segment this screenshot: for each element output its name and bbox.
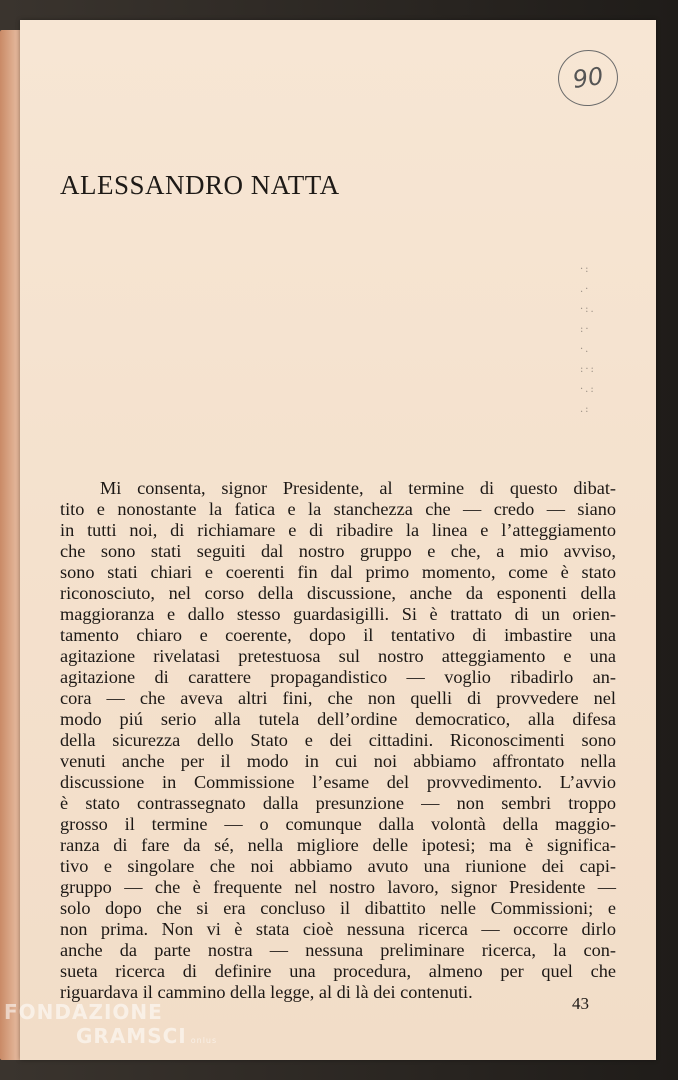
text-line: discussione in Commissione l’esame del provvedimento. L’avvio — [60, 772, 616, 792]
watermark-small: onlus — [190, 1036, 218, 1045]
text-line: tivo e singolare che noi abbiamo avuto una riunione dei capi- — [60, 856, 616, 876]
text-line: gruppo — che è frequente nel nostro lavoro, signor Presidente — — [60, 877, 616, 897]
text-line: è stato contrassegnato dalla presunzione — non sembri troppo — [60, 793, 616, 813]
text-line: tamento chiaro e coerente, dopo il tentativo di imbastire una — [60, 625, 616, 645]
text-line: cora — che aveva altri fini, che non quelli di provvedere nel — [60, 688, 616, 708]
text-line: agitazione rivelatasi pretestuosa sul nostro atteggiamento e una — [60, 646, 616, 666]
page-number: 43 — [572, 994, 589, 1013]
watermark-line1: FONDAZIONE — [4, 1000, 163, 1024]
speech-text — [60, 478, 616, 1003]
book-page — [20, 20, 656, 1060]
text-line: maggioranza e dallo stesso guardasigilli. Si è trattato di un orien- — [60, 604, 616, 624]
text-line: in tutti noi, di richiamare e di ribadire la linea e l’atteggiamento — [60, 520, 616, 540]
text-line: ranza di fare da sé, nella migliore delle ipotesi; ma è significa- — [60, 835, 616, 855]
text-line: modo piú serio alla tutela dell’ordine democratico, alla difesa — [60, 709, 616, 729]
watermark-line2: GRAMSCI — [76, 1024, 187, 1048]
watermark-logo — [4, 1000, 217, 1053]
text-line: della sicurezza dello Stato e dei cittadini. Riconoscimenti sono — [60, 730, 616, 750]
text-line: grosso il termine — o comunque dalla volontà della maggio- — [60, 814, 616, 834]
text-line: che sono stati seguiti dal nostro gruppo e che, a mio avviso, — [60, 541, 616, 561]
text-line: sueta ricerca di definire una procedura, almeno per quel che — [60, 961, 616, 981]
text-line: non prima. Non vi è stata cioè nessuna ricerca — occorre dirlo — [60, 919, 616, 939]
text-line: solo dopo che si era concluso il dibattito nelle Commissioni; e — [60, 898, 616, 918]
margin-specks: ·: .· ·:. :· ·. :·: ·.: .: — [580, 264, 596, 415]
text-line: riconosciuto, nel corso della discussione, anche da esponenti della — [60, 583, 616, 603]
text-line: anche da parte nostra — nessuna preliminare ricerca, la con- — [60, 940, 616, 960]
text-line: venuti anche per il modo in cui noi abbiamo affrontato nella — [60, 751, 616, 771]
archive-mark: 90 — [554, 46, 621, 110]
text-line: Mi consenta, signor Presidente, al termine di questo dibat- — [100, 478, 616, 498]
author-heading: ALESSANDRO NATTA — [60, 170, 340, 200]
text-line: riguardava il cammino della legge, al di là dei contenuti. — [60, 982, 473, 1002]
text-line: agitazione di carattere propagandistico — voglio ribadirlo an- — [60, 667, 616, 687]
text-line: sono stati chiari e coerenti fin dal primo momento, come è stato — [60, 562, 616, 582]
text-line: tito e nonostante la fatica e la stanchezza che — credo — siano — [60, 499, 616, 519]
